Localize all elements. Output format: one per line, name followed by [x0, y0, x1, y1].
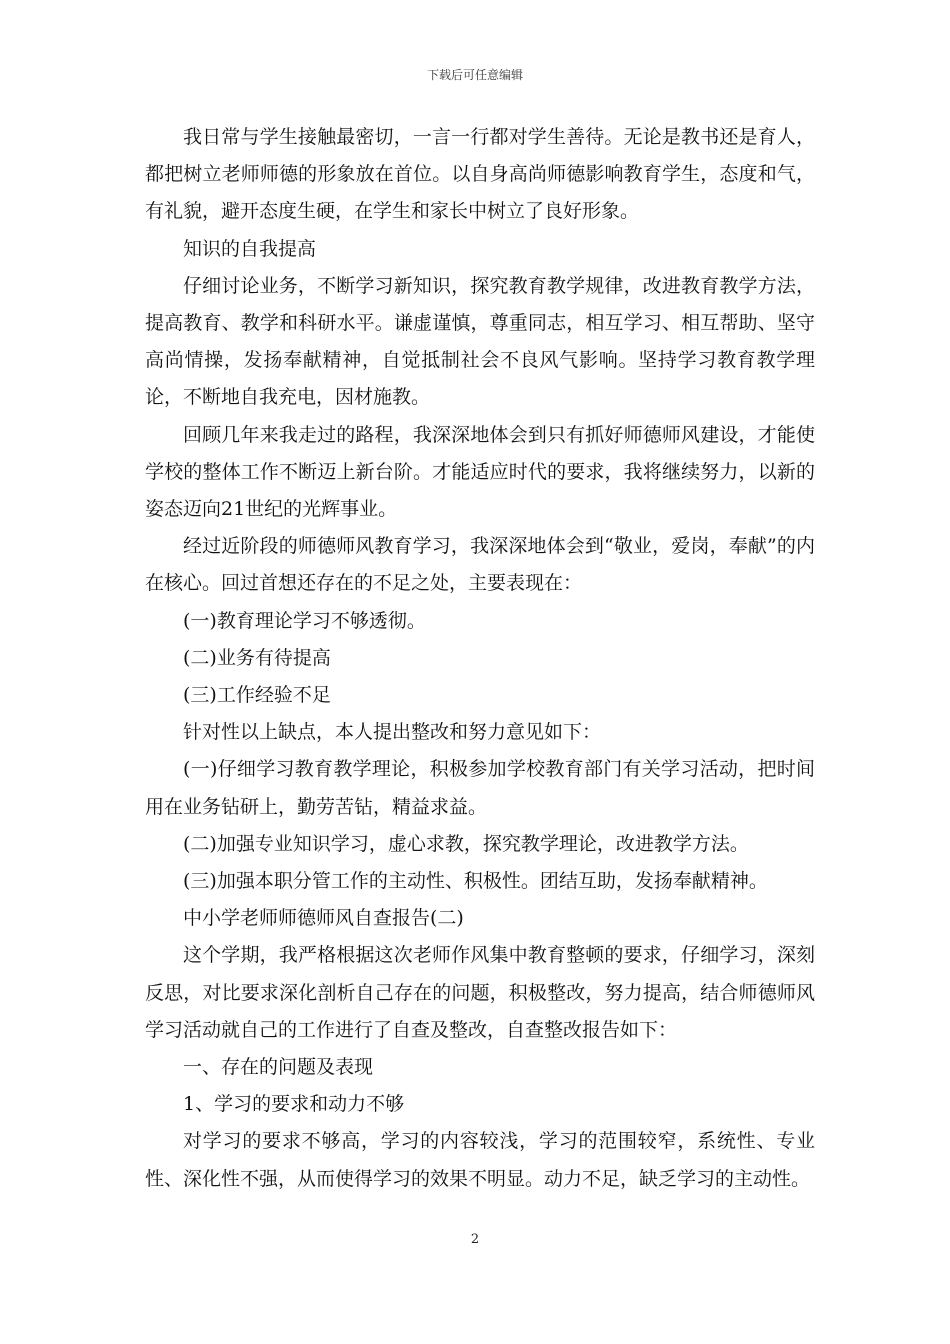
paragraph: 对学习的要求不够高，学习的内容较浅，学习的范围较窄，系统性、专业性、深化性不强，从而使得学习的效果不明显。动力不足，缺乏学习的主动性。: [145, 1130, 815, 1190]
section-heading: 中小学老师师德师风自查报告(二): [183, 907, 464, 930]
document-body: [145, 119, 815, 1198]
section-heading: 一、存在的问题及表现: [183, 1056, 374, 1079]
paragraph: 仔细讨论业务，不断学习新知识，探究教育教学规律，改进教育教学方法，提高教育、教学和科研水平。谦虚谨慎，尊重同志，相互学习、相互帮助、坚守高尚情操，发扬奉献精神，自觉抵制社会不良风气影响。坚持学习教育教学理论，不断地自我充电，因材施教。: [145, 274, 815, 409]
paragraph: 回顾几年来我走过的路程，我深深地体会到只有抓好师德师风建设，才能使学校的整体工作不断迈上新台阶。才能适应时代的要求，我将继续努力，以新的姿态迈向21世纪的光辉事业。: [145, 423, 815, 521]
list-item: (三)加强本职分管工作的主动性、积极性。团结互助，发扬奉献精神。: [183, 870, 768, 893]
paragraph: 经过近阶段的师德师风教育学习，我深深地体会到“敬业，爱岗，奉献”的内在核心。回过首想还存在的不足之处，主要表现在：: [145, 535, 815, 595]
paragraph: 这个学期，我严格根据这次老师作风集中教育整顿的要求，仔细学习，深刻反思，对比要求深化剖析自己存在的问题，积极整改，努力提高，结合师德师风学习活动就自己的工作进行了自查及整改，自查整改报告如下：: [145, 944, 815, 1041]
section-heading: 知识的自我提高: [183, 237, 317, 260]
list-item: (一)教育理论学习不够透彻。: [183, 609, 426, 632]
section-heading: 1、学习的要求和动力不够: [183, 1093, 405, 1116]
page-header: 下载后可任意编辑: [426, 68, 523, 82]
list-item: (二)加强专业知识学习，虚心求教，探究教学理论，改进教学方法。: [183, 832, 749, 855]
list-item: (一)仔细学习教育教学理论，积极参加学校教育部门有关学习活动，把时间用在业务钻研上，勤劳苦钻，精益求益。: [145, 758, 815, 818]
page-number: 2: [470, 1232, 480, 1247]
list-item: (三)工作经验不足: [183, 684, 331, 707]
list-item: (二)业务有待提高: [183, 646, 331, 669]
paragraph: 我日常与学生接触最密切，一言一行都对学生善待。无论是教书还是育人，都把树立老师师德的形象放在首位。以自身高尚师德影响教育学生，态度和气，有礼貌，避开态度生硬，在学生和家长中树立了良好形象。: [145, 126, 815, 223]
paragraph: 针对性以上缺点，本人提出整改和努力意见如下：: [183, 721, 602, 744]
